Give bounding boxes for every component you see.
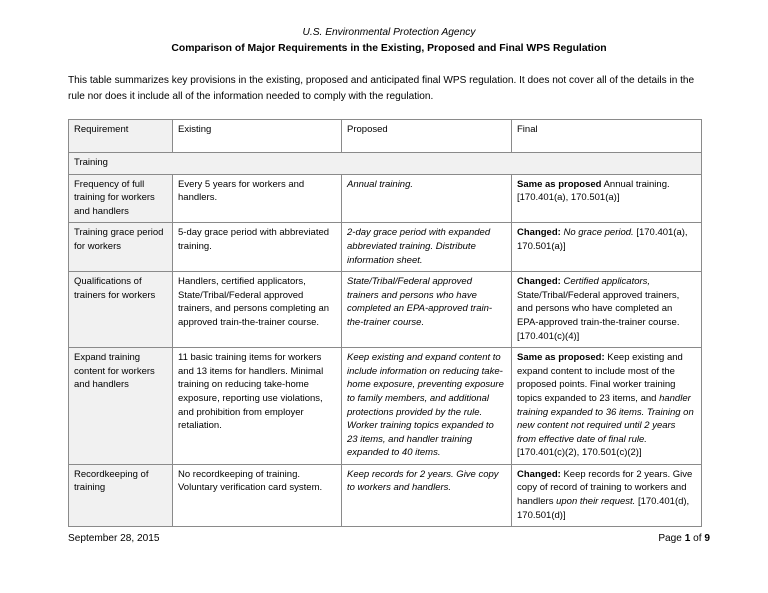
final-italic-secondary: upon their request. xyxy=(556,496,636,508)
row-proposed: 2-day grace period with expanded abbreviated training. Distribute information sheet. xyxy=(342,223,512,272)
table-row xyxy=(69,272,702,348)
final-rest: Keep records for 2 years. Give copy of record of training to workers and handlers xyxy=(517,468,693,508)
footer-page-indicator xyxy=(658,532,710,546)
agency-title: U.S. Environmental Protection Agency xyxy=(302,27,476,38)
row-requirement: Recordkeeping of training xyxy=(69,464,173,526)
row-final xyxy=(512,174,702,223)
final-status-punct: : xyxy=(557,468,561,480)
row-final xyxy=(512,348,702,465)
page-number: 1 xyxy=(684,533,691,544)
page-middle: of xyxy=(690,533,705,544)
section-label-training: Training xyxy=(69,153,702,175)
table-header-row xyxy=(69,120,702,153)
final-italic-secondary: handler training expanded to 36 items. Training on new content not required until 2 years from effective date of final rule. xyxy=(517,392,694,445)
row-proposed: Annual training. xyxy=(342,174,512,223)
column-header-existing: Existing xyxy=(173,120,342,153)
final-rest-secondary: [170.401(c)(2), 170.501(c)(2)] xyxy=(517,447,642,459)
table-row xyxy=(69,464,702,526)
column-header-proposed: Proposed xyxy=(342,120,512,153)
row-requirement: Frequency of full training for workers and handlers xyxy=(69,174,173,223)
final-rest: Keep existing and expand content to include most of the proposed points. Final worker training topics expanded to 23 items, and xyxy=(517,352,683,404)
page-total: 9 xyxy=(704,533,710,544)
final-status-punct: : xyxy=(557,276,561,288)
row-existing: Every 5 years for workers and handlers. xyxy=(173,174,342,223)
final-status: Changed xyxy=(517,227,558,239)
row-final xyxy=(512,272,702,348)
row-final xyxy=(512,464,702,526)
final-status-punct: : xyxy=(557,227,561,239)
final-status: Same as proposed xyxy=(517,352,602,364)
final-rest: [170.401(a), 170.501(a)] xyxy=(517,227,688,252)
final-status: Same as proposed xyxy=(517,178,602,190)
table-row xyxy=(69,174,702,223)
table-row xyxy=(69,348,702,465)
page-prefix: Page xyxy=(658,533,685,544)
table-row xyxy=(69,223,702,272)
row-requirement: Expand training content for workers and handlers xyxy=(69,348,173,465)
row-existing: Handlers, certified applicators, State/Tribal/Federal approved trainers, and persons completing an approved train-the-trainer course. xyxy=(173,272,342,348)
final-italic: Certified applicators, xyxy=(560,276,651,288)
column-header-final: Final xyxy=(512,120,702,153)
page-title: Comparison of Major Requirements in the Existing, Proposed and Final WPS Regulation xyxy=(171,43,607,54)
page-footer xyxy=(68,532,710,546)
table-body xyxy=(69,120,702,527)
final-status-punct: : xyxy=(601,352,605,364)
row-existing: 11 basic training items for workers and 13 items for handlers. Minimal training on reducing take-home exposure, reporting use violations, and prohibition from employer retaliation. xyxy=(173,348,342,465)
footer-date: September 28, 2015 xyxy=(68,533,160,544)
final-status: Changed xyxy=(517,276,558,288)
row-requirement: Training grace period for workers xyxy=(69,223,173,272)
final-rest: Annual training. [170.401(a), 170.501(a)] xyxy=(517,178,670,204)
row-proposed: State/Tribal/Federal approved trainers and persons who have completed an EPA-approved train-the-trainer course. xyxy=(342,272,512,348)
row-existing: No recordkeeping of training. Voluntary verification card system. xyxy=(173,464,342,526)
section-header-row xyxy=(69,153,702,175)
final-italic: No grace period. xyxy=(560,227,634,239)
final-rest: State/Tribal/Federal approved trainers, and persons who have completed an EPA-approved train-the-trainer course. [170.401(c)(4)] xyxy=(517,289,680,342)
intro-paragraph: This table summarizes key provisions in the existing, proposed and anticipated final WPS regulation. It does not cover all of the details in the rule nor does it include all of the information needed to comply with the regulation. xyxy=(68,75,695,102)
row-proposed: Keep existing and expand content to include information on reducing take-home exposure, preventing exposure to family members, and additional protections provided by the rule. Worker training topics expanded to 23 items, and handler training expanded to 40 items. xyxy=(342,348,512,465)
column-header-requirement: Requirement xyxy=(69,120,173,153)
final-rest-secondary: [170.401(d), 170.501(d)] xyxy=(517,496,690,521)
comparison-table xyxy=(68,119,702,527)
row-requirement: Qualifications of trainers for workers xyxy=(69,272,173,348)
final-status: Changed xyxy=(517,468,558,480)
row-proposed: Keep records for 2 years. Give copy to workers and handlers. xyxy=(342,464,512,526)
row-existing: 5-day grace period with abbreviated training. xyxy=(173,223,342,272)
row-final xyxy=(512,223,702,272)
